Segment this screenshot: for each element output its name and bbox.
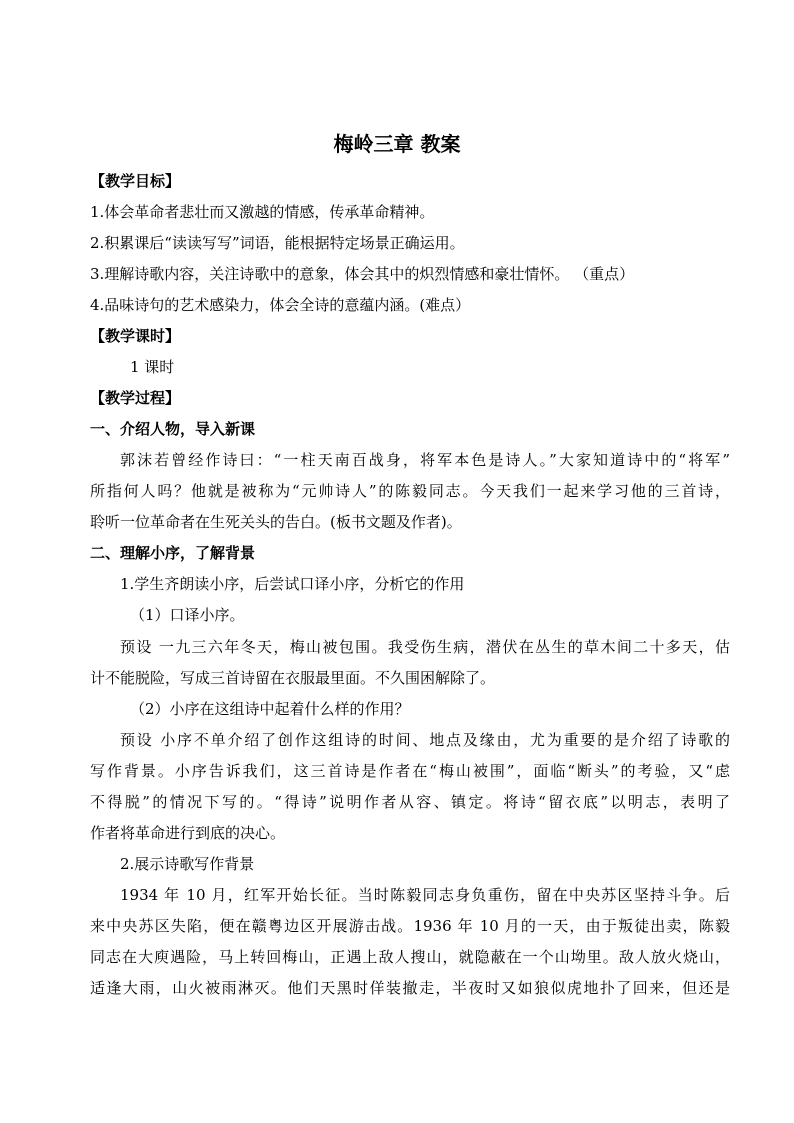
question-line: （1）口译小序。 (130, 606, 245, 624)
section-heading: 一、介绍人物，导入新课 (90, 420, 256, 438)
paragraph-line: 预设 一九三六年冬天，梅山被包围。我受伤生病，潜伏在丛生的草木间二十多天，估 (120, 638, 730, 656)
paragraph-line: 写作背景。小序告诉我们，这三首诗是作者在“梅山被围”，面临“断头”的考验，又“虑 (90, 762, 730, 780)
objectives-heading: 【教学目标】 (90, 172, 181, 190)
paragraph-line: 来中央苏区失陷，便在赣粤边区开展游击战。1936 年 10 月的一天，由于叛徒出卖，陈毅 (90, 917, 730, 935)
step-line: 2.展示诗歌写作背景 (120, 855, 255, 873)
paragraph-line: 作者将革命进行到底的决心。 (90, 824, 286, 842)
objective-item: 2.积累课后“读读写写”词语，能根据特定场景正确运用。 (90, 234, 465, 252)
objective-item: 3.理解诗歌内容，关注诗歌中的意象，体会其中的炽烈情感和豪壮情怀。 （重点） (90, 265, 635, 283)
paragraph-line: 郭沫若曾经作诗曰：“一柱天南百战身，将军本色是诗人。”大家知道诗中的“将军” (120, 451, 730, 469)
paragraph-line: 所指何人吗？他就是被称为“元帅诗人”的陈毅同志。今天我们一起来学习他的三首诗， (90, 482, 730, 500)
document-title: 梅岭三章 教案 (333, 132, 461, 156)
question-line: （2）小序在这组诗中起着什么样的作用？ (130, 700, 410, 718)
paragraph-line: 1934 年 10 月，红军开始长征。当时陈毅同志身负重伤，留在中央苏区坚持斗争。后 (120, 886, 730, 904)
process-heading: 【教学过程】 (90, 389, 181, 407)
hours-value: 1 课时 (130, 358, 175, 376)
paragraph-line: 预设 小序不单介绍了创作这组诗的时间、地点及缘由，尤为重要的是介绍了诗歌的 (120, 731, 730, 749)
paragraph-line: 适逢大雨，山火被雨淋灭。他们天黑时佯装撤走，半夜时又如狼似虎地扑了回来，但还是 (90, 979, 730, 997)
step-line: 1.学生齐朗读小序，后尝试口译小序，分析它的作用 (120, 575, 465, 593)
paragraph-line: 同志在大庾遇险，马上转回梅山，正遇上敌人搜山，就隐蔽在一个山坳里。敌人放火烧山， (90, 948, 730, 966)
objective-item: 4.品味诗句的艺术感染力，体会全诗的意蕴内涵。(难点） (90, 296, 471, 314)
paragraph-line: 计不能脱险，写成三首诗留在衣服最里面。不久围困解除了。 (90, 669, 496, 687)
objective-item: 1.体会革命者悲壮而又激越的情感，传承革命精神。 (90, 203, 435, 221)
section-heading: 二、理解小序，了解背景 (90, 544, 256, 562)
hours-heading: 【教学课时】 (90, 327, 181, 345)
paragraph-line: 聆听一位革命者在生死关头的告白。(板书文题及作者)。 (90, 513, 462, 531)
paragraph-line: 不得脱”的情况下写的。“得诗”说明作者从容、镇定。将诗“留衣底”以明志，表明了 (90, 793, 730, 811)
